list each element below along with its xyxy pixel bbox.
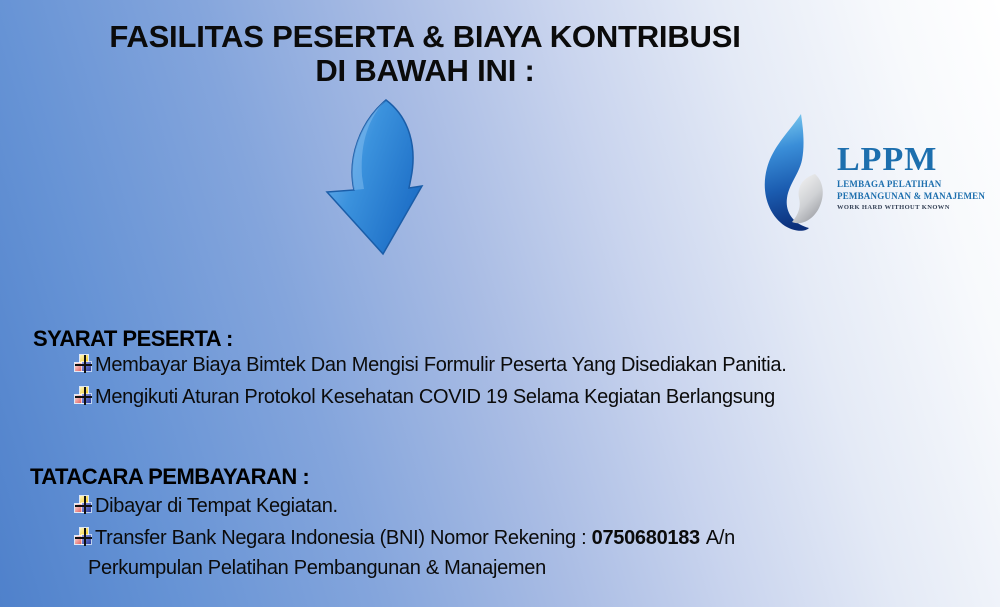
- page-title: [60, 20, 790, 88]
- tatacara-item-1-text: Dibayar di Tempat Kegiatan.: [95, 495, 338, 517]
- account-label: Transfer Bank Negara Indonesia (BNI) Nomor Rekening :: [95, 527, 592, 549]
- tatacara-item-2: [75, 526, 735, 550]
- syarat-heading: SYARAT PESERTA :: [33, 326, 233, 351]
- logo-text-block: [837, 142, 987, 212]
- down-arrow-icon: [318, 96, 466, 258]
- title-line-2: DI BAWAH INI :: [315, 53, 535, 88]
- logo-name-line-1: LEMBAGA PELATIHAN: [837, 179, 942, 189]
- flame-icon: [759, 110, 833, 240]
- syarat-item-1: [75, 353, 787, 377]
- chart-bullet-icon: [75, 355, 92, 374]
- chart-bullet-icon: [75, 496, 92, 515]
- account-number: 0750680183: [591, 527, 700, 549]
- tatacara-item-1: [75, 494, 338, 518]
- logo-name-line-2: PEMBANGUNAN & MANAJEMEN: [837, 191, 986, 201]
- logo-acronym: LPPM: [837, 141, 938, 178]
- syarat-item-2-text: Mengikuti Aturan Protokol Kesehatan COVID 19 Selama Kegiatan Berlangsung: [95, 386, 775, 408]
- tatacara-heading: TATACARA PEMBAYARAN :: [30, 464, 310, 489]
- syarat-item-1-text: Membayar Biaya Bimtek Dan Mengisi Formulir Peserta Yang Disediakan Panitia.: [95, 354, 787, 376]
- account-holder-prefix: A/n: [705, 527, 735, 549]
- logo-tagline: WORK HARD WITHOUT KNOWN: [837, 204, 950, 211]
- chart-bullet-icon: [75, 528, 92, 547]
- tatacara-item-2-text: [95, 526, 735, 550]
- lppm-logo: [755, 108, 990, 243]
- title-line-1: FASILITAS PESERTA & BIAYA KONTRIBUSI: [109, 19, 741, 54]
- tatacara-item-2-continuation: Perkumpulan Pelatihan Pembangunan & Manajemen: [88, 557, 546, 579]
- syarat-item-2: [75, 385, 775, 409]
- chart-bullet-icon: [75, 387, 92, 406]
